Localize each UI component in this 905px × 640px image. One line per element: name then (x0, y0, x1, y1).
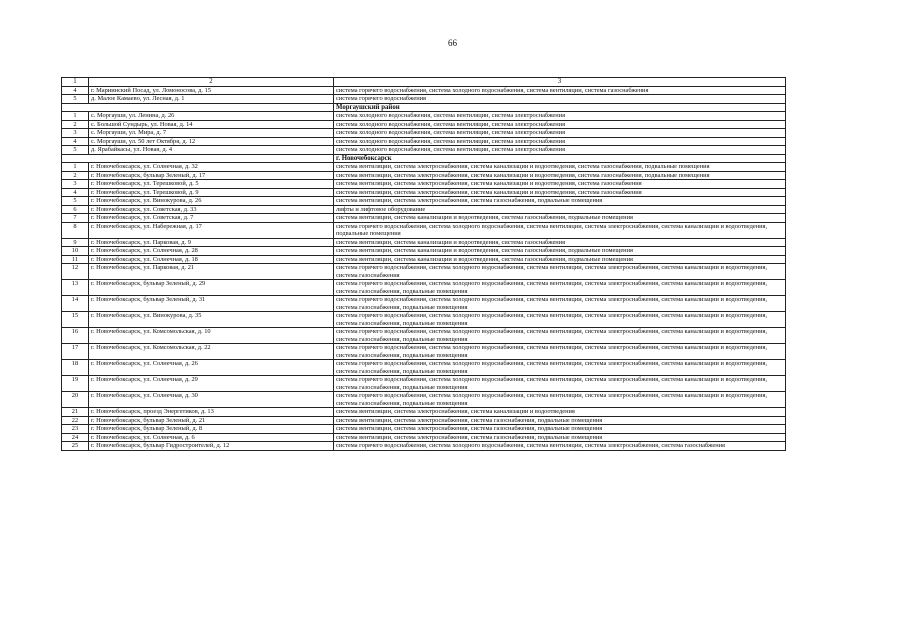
row-number: 4 (62, 188, 89, 197)
row-number: 5 (62, 146, 89, 155)
systems-cell: система вентиляции, система канализации и водоотведения, система газоснабжения, подвальные помещения (334, 214, 786, 223)
address-cell: г. Новочебоксарск, ул. Солнечная, д. 18 (89, 255, 334, 264)
address-cell: г. Новочебоксарск, ул. Советская, д. 7 (89, 214, 334, 223)
row-number: 4 (62, 137, 89, 146)
row-number: 22 (62, 416, 89, 425)
address-cell: с. Большой Сундырь, ул. Новая, д. 14 (89, 120, 334, 129)
address-cell: г. Новочебоксарск, ул. Терешковой, д. 5 (89, 180, 334, 189)
systems-cell: система горячего водоснабжения, система холодного водоснабжения, система вентиляции, система электроснабжения, система канализации и водоотведения, система газоснабжения, подвальные помещения (334, 376, 786, 392)
table-row (62, 137, 786, 146)
table-row (62, 376, 786, 392)
header-cell-num: 1 (62, 78, 89, 87)
row-number: 12 (62, 264, 89, 280)
address-cell: г. Новочебоксарск, ул. Винокурова, д. 35 (89, 312, 334, 328)
address-cell: г. Новочебоксарск, ул. Советская, д. 33 (89, 205, 334, 214)
systems-cell: система вентиляции, система электроснабжения, система газоснабжения, подвальные помещения (334, 433, 786, 442)
systems-cell: система вентиляции, система канализации и водоотведения, система газоснабжения, подвальные помещения (334, 255, 786, 264)
systems-cell: система вентиляции, система канализации и водоотведения, система газоснабжения, подвальные помещения (334, 247, 786, 256)
systems-cell: система горячего водоснабжения, система холодного водоснабжения, система вентиляции, система газоснабжения (334, 86, 786, 95)
systems-cell: система горячего водоснабжения, система холодного водоснабжения, система вентиляции, система электроснабжения, система канализации и водоотведения, система газоснабжения, подвальные помещения (334, 360, 786, 376)
row-number: 15 (62, 312, 89, 328)
systems-cell: система горячего водоснабжения, система холодного водоснабжения, система вентиляции, система электроснабжения, система газоснабжения (334, 442, 786, 451)
row-number: 3 (62, 180, 89, 189)
address-cell: г. Новочебоксарск, ул. Терешковой, д. 9 (89, 188, 334, 197)
table-row (62, 129, 786, 138)
page-number: 66 (448, 38, 457, 48)
systems-cell: система горячего водоснабжения, система холодного водоснабжения, система вентиляции, система электроснабжения, система канализации и водоотведения, система газоснабжения, подвальные помещения (334, 344, 786, 360)
systems-cell: система холодного водоснабжения, система вентиляции, система электроснабжения (334, 120, 786, 129)
row-number: 9 (62, 238, 89, 247)
address-cell: г. Новочебоксарск, ул. Солнечная, д. 30 (89, 392, 334, 408)
address-cell: д. Малое Камаево, ул. Лесная, д. 1 (89, 95, 334, 104)
table-row (62, 264, 786, 280)
table-row (62, 312, 786, 328)
table-row (62, 392, 786, 408)
table-row (62, 238, 786, 247)
table-row (62, 344, 786, 360)
systems-cell: система горячего водоснабжения, система холодного водоснабжения, система вентиляции, система электроснабжения, система канализации и водоотведения, система газоснабжения, подвальные помещения (334, 312, 786, 328)
systems-cell: система вентиляции, система канализации и водоотведения, система газоснабжения (334, 238, 786, 247)
row-number: 6 (62, 205, 89, 214)
address-cell: г. Новочебоксарск, ул. Парковая, д. 21 (89, 264, 334, 280)
systems-cell: система холодного водоснабжения, система вентиляции, система электроснабжения (334, 112, 786, 121)
table-row (62, 163, 786, 172)
section-title: г. Новочебоксарск (334, 154, 786, 163)
address-cell: г. Новочебоксарск, ул. Парковая, д. 9 (89, 238, 334, 247)
systems-cell: система вентиляции, система электроснабжения, система канализации и водоотведения, система газоснабжения, подвальные помещения (334, 171, 786, 180)
table-row (62, 296, 786, 312)
address-cell: с. Моргауши, ул. 50 лет Октября, д. 12 (89, 137, 334, 146)
row-number: 19 (62, 376, 89, 392)
table-row (62, 442, 786, 451)
table-row (62, 146, 786, 155)
row-number: 7 (62, 214, 89, 223)
table-row (62, 328, 786, 344)
systems-cell: система вентиляции, система электроснабжения, система газоснабжения, подвальные помещения (334, 197, 786, 206)
row-number: 2 (62, 171, 89, 180)
row-number: 11 (62, 255, 89, 264)
address-cell: с. Моргауши, ул. Ленина, д. 26 (89, 112, 334, 121)
table-header-row (62, 78, 786, 87)
table-row (62, 433, 786, 442)
table-row (62, 222, 786, 238)
row-number: 21 (62, 408, 89, 417)
address-cell: г. Новочебоксарск, ул. Солнечная, д. 29 (89, 376, 334, 392)
systems-cell: система холодного водоснабжения, система вентиляции, система электроснабжения (334, 146, 786, 155)
row-number: 4 (62, 86, 89, 95)
table-row (62, 360, 786, 376)
section-row (62, 154, 786, 163)
row-number: 2 (62, 120, 89, 129)
header-cell-systems: 3 (334, 78, 786, 87)
systems-cell: система горячего водоснабжения, система холодного водоснабжения, система вентиляции, система электроснабжения, система канализации и водоотведения, система газоснабжения, подвальные помещения (334, 296, 786, 312)
systems-table (61, 77, 786, 451)
table-row (62, 408, 786, 417)
table-row (62, 180, 786, 189)
row-number: 20 (62, 392, 89, 408)
section-row (62, 103, 786, 112)
row-number: 5 (62, 95, 89, 104)
systems-cell: система вентиляции, система электроснабжения, система газоснабжения, подвальные помещения (334, 425, 786, 434)
row-number: 10 (62, 247, 89, 256)
section-spacer-cell (62, 103, 334, 112)
systems-cell: система вентиляции, система электроснабжения, система канализации и водоотведения (334, 408, 786, 417)
systems-cell: система вентиляции, система электроснабжения, система газоснабжения, подвальные помещения (334, 416, 786, 425)
address-cell: г. Новочебоксарск, бульвар Зеленый, д. 8 (89, 425, 334, 434)
table-row (62, 416, 786, 425)
systems-cell: система холодного водоснабжения, система вентиляции, система электроснабжения (334, 129, 786, 138)
address-cell: г. Новочебоксарск, ул. Солнечная, д. 26 (89, 360, 334, 376)
address-cell: г. Новочебоксарск, бульвар Зеленый, д. 21 (89, 416, 334, 425)
section-title: Моргаушский район (334, 103, 786, 112)
row-number: 14 (62, 296, 89, 312)
systems-cell: система горячего водоснабжения, система холодного водоснабжения, система вентиляции, система электроснабжения, система канализации и водоотведения, подвальные помещения (334, 222, 786, 238)
address-cell: г. Новочебоксарск, ул. Винокурова, д. 26 (89, 197, 334, 206)
systems-cell: лифты и лифтовое оборудование (334, 205, 786, 214)
address-cell: д. Ярабайкасы, ул. Новая, д. 4 (89, 146, 334, 155)
address-cell: г. Новочебоксарск, бульвар Зеленый, д. 17 (89, 171, 334, 180)
table-row (62, 280, 786, 296)
row-number: 1 (62, 112, 89, 121)
row-number: 3 (62, 129, 89, 138)
address-cell: г. Новочебоксарск, бульвар Зеленый, д. 29 (89, 280, 334, 296)
systems-cell: система вентиляции, система электроснабжения, система канализации и водоотведения, система газоснабжения (334, 180, 786, 189)
row-number: 17 (62, 344, 89, 360)
systems-cell: система горячего водоснабжения (334, 95, 786, 104)
systems-cell: система горячего водоснабжения, система холодного водоснабжения, система вентиляции, система электроснабжения, система канализации и водоотведения, система газоснабжения, подвальные помещения (334, 392, 786, 408)
table-row (62, 425, 786, 434)
table-row (62, 171, 786, 180)
table-row (62, 214, 786, 223)
table-row (62, 255, 786, 264)
systems-cell: система вентиляции, система электроснабжения, система канализации и водоотведения, система газоснабжения (334, 188, 786, 197)
address-cell: г. Новочебоксарск, ул. Набережная, д. 17 (89, 222, 334, 238)
table-row (62, 112, 786, 121)
table-row (62, 86, 786, 95)
row-number: 13 (62, 280, 89, 296)
systems-cell: система горячего водоснабжения, система холодного водоснабжения, система вентиляции, система электроснабжения, система канализации и водоотведения, система газоснабжения (334, 264, 786, 280)
row-number: 8 (62, 222, 89, 238)
address-cell: с. Моргауши, ул. Мира, д. 7 (89, 129, 334, 138)
address-cell: г. Новочебоксарск, ул. Комсомольская, д. 10 (89, 328, 334, 344)
row-number: 16 (62, 328, 89, 344)
address-cell: г. Новочебоксарск, ул. Комсомольская, д. 22 (89, 344, 334, 360)
header-cell-address: 2 (89, 78, 334, 87)
table-row (62, 247, 786, 256)
systems-cell: система холодного водоснабжения, система вентиляции, система электроснабжения (334, 137, 786, 146)
table-row (62, 95, 786, 104)
row-number: 23 (62, 425, 89, 434)
row-number: 24 (62, 433, 89, 442)
address-cell: г. Новочебоксарск, проезд Энергетиков, д. 13 (89, 408, 334, 417)
row-number: 5 (62, 197, 89, 206)
table-row (62, 188, 786, 197)
table-row (62, 120, 786, 129)
address-cell: г. Новочебоксарск, ул. Солнечная, д. 6 (89, 433, 334, 442)
address-cell: г. Новочебоксарск, бульвар Гидростроителей, д. 12 (89, 442, 334, 451)
systems-cell: система вентиляции, система электроснабжения, система канализации и водоотведения, система газоснабжения, подвальные помещения (334, 163, 786, 172)
address-cell: г. Новочебоксарск, бульвар Зеленый, д. 31 (89, 296, 334, 312)
address-cell: г. Мариинский Посад, ул. Ломоносова, д. 15 (89, 86, 334, 95)
row-number: 25 (62, 442, 89, 451)
section-spacer-cell (62, 154, 334, 163)
address-cell: г. Новочебоксарск, ул. Солнечная, д. 28 (89, 247, 334, 256)
table-row (62, 205, 786, 214)
systems-cell: система горячего водоснабжения, система холодного водоснабжения, система вентиляции, система электроснабжения, система канализации и водоотведения, система газоснабжения, подвальные помещения (334, 280, 786, 296)
address-cell: г. Новочебоксарск, ул. Солнечная, д. 32 (89, 163, 334, 172)
table-row (62, 197, 786, 206)
systems-cell: система горячего водоснабжения, система холодного водоснабжения, система вентиляции, система электроснабжения, система канализации и водоотведения, система газоснабжения, подвальные помещения (334, 328, 786, 344)
row-number: 1 (62, 163, 89, 172)
row-number: 18 (62, 360, 89, 376)
